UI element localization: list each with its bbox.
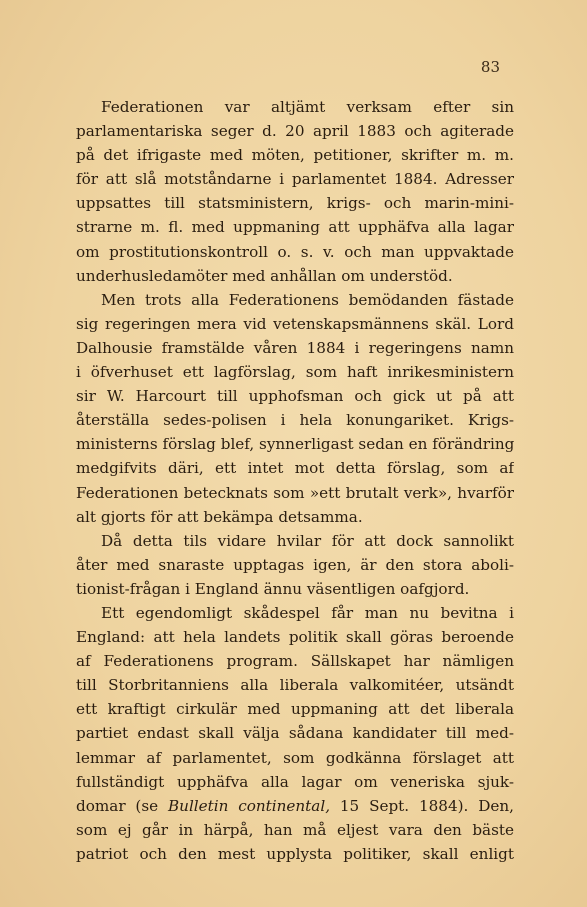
text-line: Federationen var altjämt verksam efter sin	[101, 98, 514, 116]
citation-italic: Bulletin continental,	[168, 796, 331, 815]
text-line: tionist-frågan i England ännu väsentligen oafgjord.	[76, 579, 470, 598]
text-line: Dalhousie framstälde våren 1884 i regeringens namn	[76, 338, 514, 357]
text-line: åter med snaraste upptagas igen, är den stora aboli-	[76, 555, 514, 574]
text-line: ministerns förslag blef, synnerligast sedan en förändring	[76, 435, 514, 454]
text-line: uppsattes till statsministern, krigs- och marin-mini-	[76, 194, 514, 213]
text-line: om prostitutionskontroll o. s. v. och man uppvaktade	[76, 242, 514, 261]
body-text	[76, 95, 514, 866]
text-line: Federationen betecknats som »ett brutalt verk», hvarför	[76, 483, 514, 502]
text-line: alt gjorts för att bekämpa detsamma.	[76, 507, 363, 526]
text-line: sig regeringen mera vid vetenskapsmännens skäl. Lord	[76, 314, 514, 333]
text-line	[76, 794, 514, 818]
text-line: sir W. Harcourt till upphofsman och gick ut på att	[76, 387, 514, 406]
text-line: som ej går in härpå, han må eljest vara den bäste	[76, 820, 514, 839]
text-line: underhusledamöter med anhållan om understöd.	[76, 266, 453, 285]
text-line: på det ifrigaste med möten, petitioner, skrifter m. m.	[76, 146, 514, 165]
text-line: till Storbritanniens alla liberala valkomitéer, utsändt	[76, 676, 514, 695]
text-line: fullständigt upphäfva alla lagar om veneriska sjuk-	[76, 772, 514, 791]
text-line: af Federationens program. Sällskapet har nämligen	[76, 652, 514, 671]
text-line: strarne m. fl. med uppmaning att upphäfva alla lagar	[76, 218, 514, 237]
text-line: för att slå motståndarne i parlamentet 1884. Adresser	[76, 170, 514, 189]
text-line: partiet endast skall välja sådana kandidater till med-	[76, 724, 514, 743]
text-line: medgifvits däri, ett intet mot detta förslag, som af	[76, 459, 514, 478]
text-line: lemmar af parlamentet, som godkänna förslaget att	[76, 748, 514, 767]
text-line: i öfverhuset ett lagförslag, som haft inrikesministern	[76, 363, 514, 382]
text-segment: domar (se	[76, 796, 168, 815]
text-line: patriot och den mest upplysta politiker, skall enligt	[76, 844, 514, 863]
text-line: Ett egendomligt skådespel får man nu bevitna i	[101, 603, 514, 622]
text-line: parlamentariska seger d. 20 april 1883 och agiterade	[76, 122, 514, 141]
text-line: ett kraftigt cirkulär med uppmaning att det liberala	[76, 700, 514, 719]
text-line: Men trots alla Federationens bemödanden fästade	[101, 290, 514, 309]
text-line: England: att hela landets politik skall göras beroende	[76, 628, 514, 647]
text-line: återställa sedes-polisen i hela konungariket. Krigs-	[76, 411, 514, 430]
text-segment: 15 Sept. 1884). Den,	[330, 796, 514, 815]
text-line: Då detta tils vidare hvilar för att dock sannolikt	[101, 531, 514, 550]
page-number: 83	[480, 58, 500, 76]
